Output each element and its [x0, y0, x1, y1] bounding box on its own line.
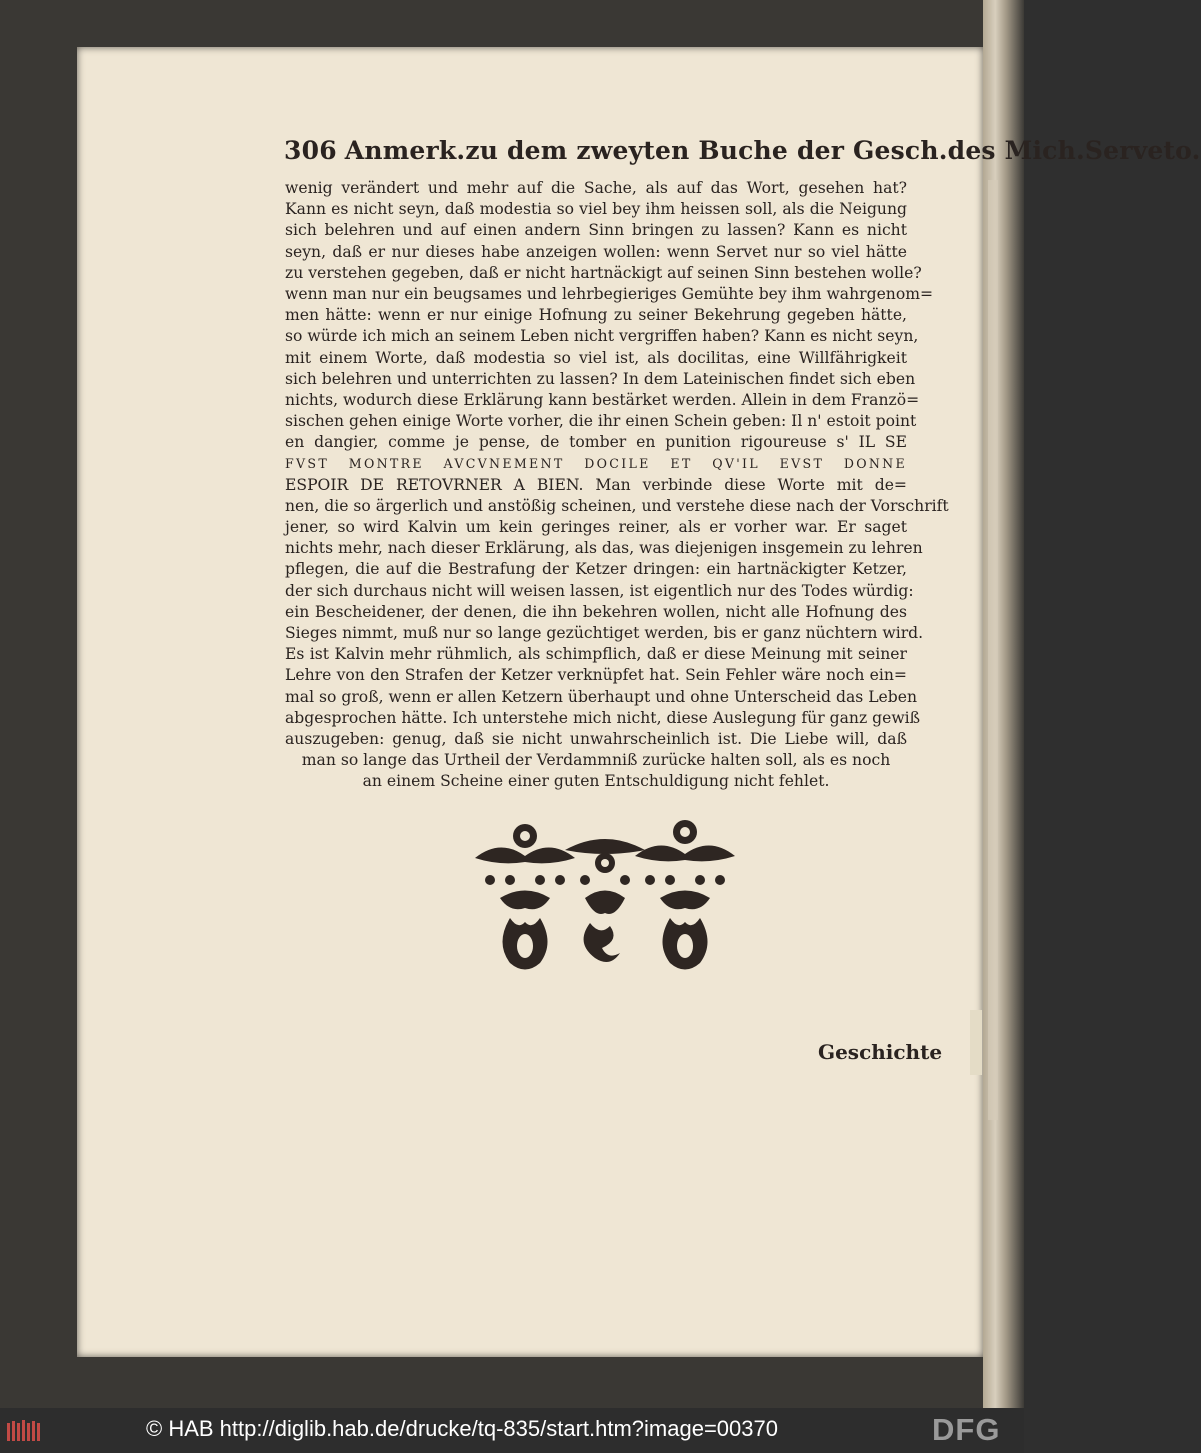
text-line: Sieges nimmt, muß nur so lange gezüchtiget werden, bis er ganz nüchtern wird.	[285, 623, 924, 642]
viewer-footer	[0, 1408, 1024, 1453]
text-line: sich belehren und unterrichten zu lassen? In dem Lateinischen findet sich eben	[285, 369, 916, 388]
text-line: mit einem Worte, daß modestia so viel ist, als docilitas, eine Willfährigkeit	[285, 348, 907, 367]
text-line: pflegen, die auf die Bestrafung der Ketzer dringen: ein hartnäckigter Ketzer,	[285, 560, 907, 579]
hab-library-logo	[6, 1419, 44, 1443]
text-line: sischen gehen einige Worte vorher, die ihr einen Schein geben: Il n' estoit point	[285, 412, 917, 431]
citation-link[interactable]: © HAB http://diglib.hab.de/drucke/tq-835/start.htm?image=00370	[146, 1416, 778, 1441]
text-line: der sich durchaus nicht will weisen lassen, ist eigentlich nur des Todes würdig:	[285, 581, 914, 600]
text-line: mal so groß, wenn er allen Ketzern überhaupt und ohne Unterscheid das Leben	[285, 687, 918, 706]
text-line: Es ist Kalvin mehr rühmlich, als schimpflich, daß er diese Meinung mit seiner	[285, 645, 907, 664]
text-line: auszugeben: genug, daß sie nicht unwahrscheinlich ist. Die Liebe will, daß	[285, 729, 907, 748]
text-line: so würde ich mich an seinem Leben nicht vergriffen haben? Kann es nicht seyn,	[285, 327, 919, 346]
text-line: Kann es nicht seyn, daß modestia so viel bey ihm heissen soll, als die Neigung	[285, 200, 907, 219]
dfg-logo: DFG	[932, 1412, 1001, 1447]
page-number: 306	[284, 136, 337, 165]
text-line: ESPOIR DE RETOVRNER A BIEN. Man verbinde diese Worte mit de=	[285, 475, 907, 494]
body-text	[285, 178, 949, 792]
text-line: nichts mehr, nach dieser Erklärung, als das, was diejenigen insgemein zu lehren	[285, 539, 923, 558]
text-line: ein Bescheidener, der denen, die ihn bekehren wollen, nicht alle Hofnung des	[285, 602, 907, 621]
text-line: Lehre von den Strafen der Ketzer verknüpfet hat. Sein Fehler wäre noch ein=	[285, 666, 907, 685]
running-head-title: Anmerk.zu dem zweyten Buche der Gesch.des Mich.Serveto.	[344, 136, 1201, 165]
text-line: wenn man nur ein beugsames und lehrbegieriges Gemühte bey ihm wahrgenom=	[285, 284, 934, 303]
text-line: nichts, wodurch diese Erklärung kann bestärket werden. Allein in dem Franzö=	[285, 390, 920, 409]
paper-slip	[970, 1010, 982, 1075]
text-line: nen, die so ärgerlich und anstößig scheinen, und verstehe diese nach der Vorschrift	[285, 496, 949, 515]
text-line: wenig verändert und mehr auf die Sache, als auf das Wort, gesehen hat?	[285, 179, 907, 197]
catchword: Geschichte	[818, 1040, 943, 1064]
text-line-small-caps: FVST MONTRE AVCVNEMENT DOCILE ET QV'IL EVST DONNE	[285, 456, 907, 472]
page-edge-strip	[988, 180, 998, 1120]
text-line: jener, so wird Kalvin um kein geringes reiner, als er vorher war. Er saget	[285, 518, 907, 536]
text-line: en dangier, comme je pense, de tomber en punition rigoureuse s' IL SE	[285, 433, 907, 452]
floral-vignette-ornament	[470, 818, 740, 978]
text-line-centered: an einem Scheine einer guten Entschuldigung nicht fehlet.	[362, 772, 830, 791]
text-line-centered: man so lange das Urtheil der Verdammniß zurücke halten soll, als es noch	[301, 751, 891, 770]
running-head	[284, 136, 1201, 165]
text-line: seyn, daß er nur dieses habe anzeigen wollen: wenn Servet nur so viel hätte	[285, 242, 907, 261]
text-line: zu verstehen gegeben, daß er nicht hartnäckigt auf seinen Sinn bestehen wolle?	[285, 263, 922, 282]
text-line: men hätte: wenn er nur einige Hofnung zu seiner Bekehrung gegeben hätte,	[285, 306, 907, 325]
text-line: abgesprochen hätte. Ich unterstehe mich nicht, diese Auslegung für ganz gewiß	[285, 708, 921, 727]
text-line: sich belehren und auf einen andern Sinn bringen zu lassen? Kann es nicht	[285, 221, 907, 240]
